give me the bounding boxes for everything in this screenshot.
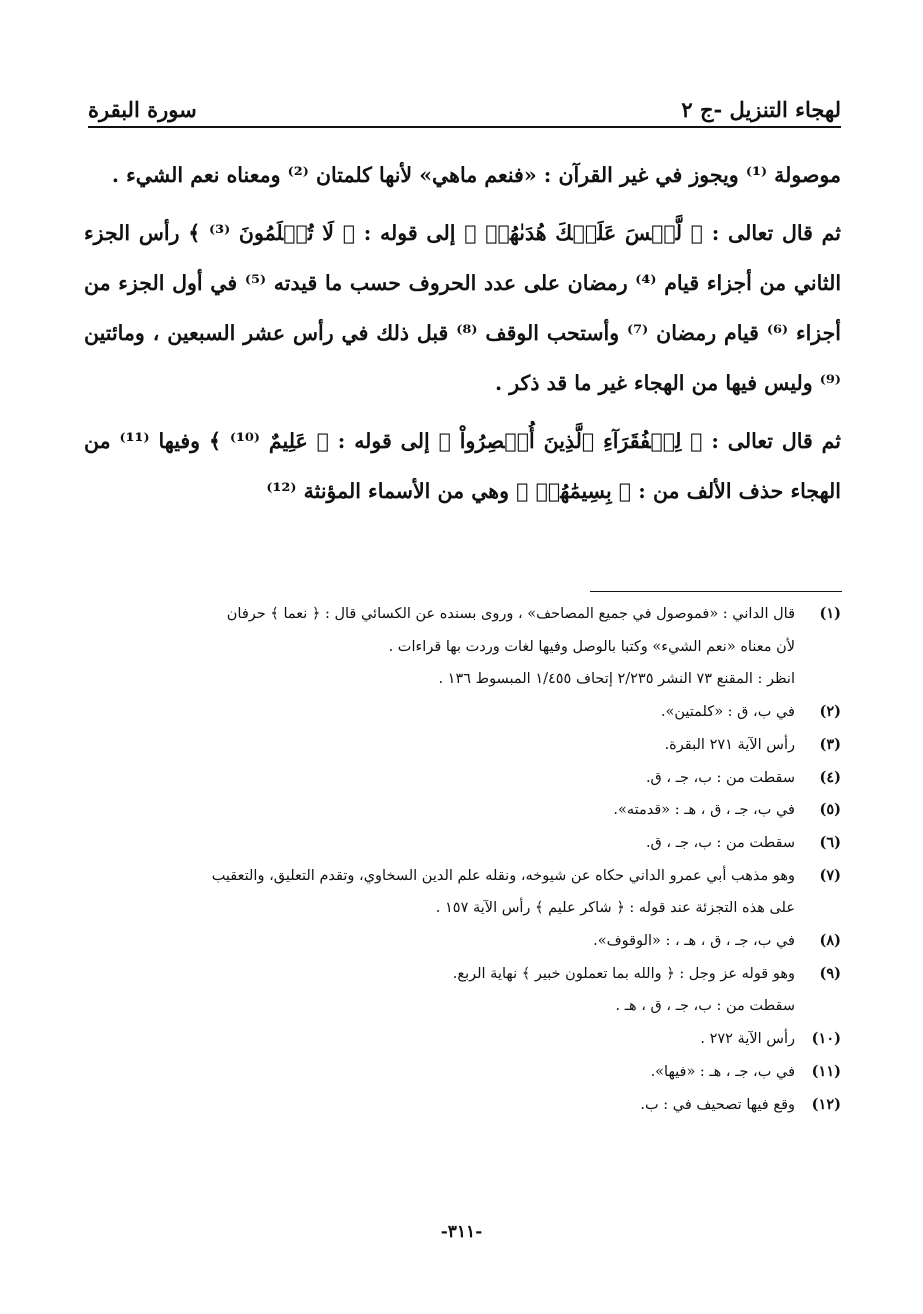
footnote-number: (١٢) <box>811 1095 841 1113</box>
footnote-number: (١) <box>819 605 841 622</box>
footnote <box>84 1056 841 1089</box>
footnote <box>84 827 841 860</box>
page-number: -٣١١- <box>440 1222 483 1242</box>
footnote-number: (٣) <box>819 735 841 753</box>
footnote-line: وهو قوله عز وجل : ﴿ والله بما تعملون خبير ﴾ نهاية الربع. <box>452 965 795 982</box>
footnote-number: (١٠) <box>811 1030 841 1048</box>
footnote-line: سقطت من : ب، جـ ، ق. <box>645 769 795 786</box>
footnote-line: سقطت من : ب، جـ ، ق ، هـ . <box>615 998 795 1015</box>
footnote-line: في ب، جـ ، ق ، هـ : «قدمته». <box>613 802 795 819</box>
footnote-line: انظر : المقنع ٧٣ النشر ٢/٢٣٥ إتحاف ١/٤٥٥ المبسوط ١٣٦ . <box>438 671 795 688</box>
footnote-line: في ب، ق : «كلمتين». <box>660 704 795 721</box>
footnote <box>84 925 841 958</box>
footnote-line: رأس الآية ٢٧٢ . <box>700 1031 795 1048</box>
paragraph: ثم قال تعالى : ﴿ لَّيۡسَ عَلَيۡكَ هُدَىٰهُمۡ ﴾ إلى قوله : ﴿ لَا تُظۡلَمُونَ ⁽³⁾ ﴾ رأس الجزء الثاني من أجزاء قيام ⁽⁴⁾ رمضان على عدد الحروف حسب ما قيدته ⁽⁵⁾ في أول الجزء من أجزاء ⁽⁶⁾ قيام رمضان ⁽⁷⁾ وأستحب الوقف ⁽⁸⁾ قبل ذلك في رأس عشر السبعين ، ومائتين ⁽⁹⁾ وليس فيها من الهجاء غير ما قد ذكر . <box>84 221 842 395</box>
footnote-number: (٦) <box>819 833 841 851</box>
footnote-line: في ب، جـ ، ق ، هـ ، : «الوقوف». <box>593 933 795 950</box>
footnote-number: (٥) <box>819 801 841 819</box>
footnote <box>84 1023 841 1056</box>
page-header <box>88 86 841 128</box>
surah-name: سورة البقرة <box>88 97 197 122</box>
footnote <box>84 860 841 925</box>
footnote-number: (١١) <box>811 1062 841 1080</box>
paragraph: ثم قال تعالى : ﴿ لِلۡفُقَرَآءِ ٱلَّذِينَ أُحۡصِرُواْ ﴾ إلى قوله : ﴿ عَلِيمٌ ⁽¹⁰⁾ ﴾ وفيها ⁽¹¹⁾ من الهجاء حذف الألف من : ﴿ بِسِيمَٰهُمۡ ﴾ وهي من الأسماء المؤنثة ⁽¹²⁾ <box>84 429 841 503</box>
footnote-line: على هذه التجزئة عند قوله : ﴿ شاكر عليم ﴾ رأس الآية ١٥٧ . <box>435 900 795 917</box>
footnotes <box>84 598 841 1121</box>
footnote <box>84 762 841 795</box>
footnote-number: (٢) <box>819 703 841 721</box>
footnote-line: قال الداني : «فموصول في جميع المصاحف» ، وروى بسنده عن الكسائي قال : ﴿ نعما ﴾ حرفان <box>226 606 795 622</box>
footnote <box>84 794 841 827</box>
footnote-line: لأن معناه «نعم الشيء» وكتبا بالوصل وفيها لغات وردت بها قراءات . <box>388 638 795 655</box>
footnote-number: (٤) <box>819 768 841 786</box>
main-text <box>84 150 841 524</box>
footnote-separator <box>590 591 842 592</box>
footnote <box>84 1089 841 1122</box>
footnote-line: وهو مذهب أبي عمرو الداني حكاه عن شيوخه، ونقله علم الدين السخاوي، وتقدم التعليق، والتعقيب <box>211 867 795 884</box>
footnote <box>84 729 841 762</box>
footnote-line: رأس الآية ٢٧١ البقرة. <box>664 736 795 753</box>
footnote-number: (٩) <box>819 964 841 982</box>
paragraph: موصولة ⁽¹⁾ ويجوز في غير القرآن : «فنعم ماهي» لأنها كلمتان ⁽²⁾ ومعناه نعم الشيء . <box>111 163 841 187</box>
footnote <box>84 958 841 1023</box>
footnote-number: (٧) <box>819 866 841 884</box>
footnote <box>84 598 841 696</box>
footnote <box>84 696 841 729</box>
book-title: لهجاء التنزيل -ج ٢ <box>681 97 841 122</box>
footnote-line: وقع فيها تصحيف في : ب. <box>640 1096 795 1113</box>
footnote-line: في ب، جـ ، هـ : «فيها». <box>650 1063 795 1080</box>
footnote-number: (٨) <box>819 932 841 950</box>
footnote-line: سقطت من : ب، جـ ، ق. <box>645 834 795 851</box>
